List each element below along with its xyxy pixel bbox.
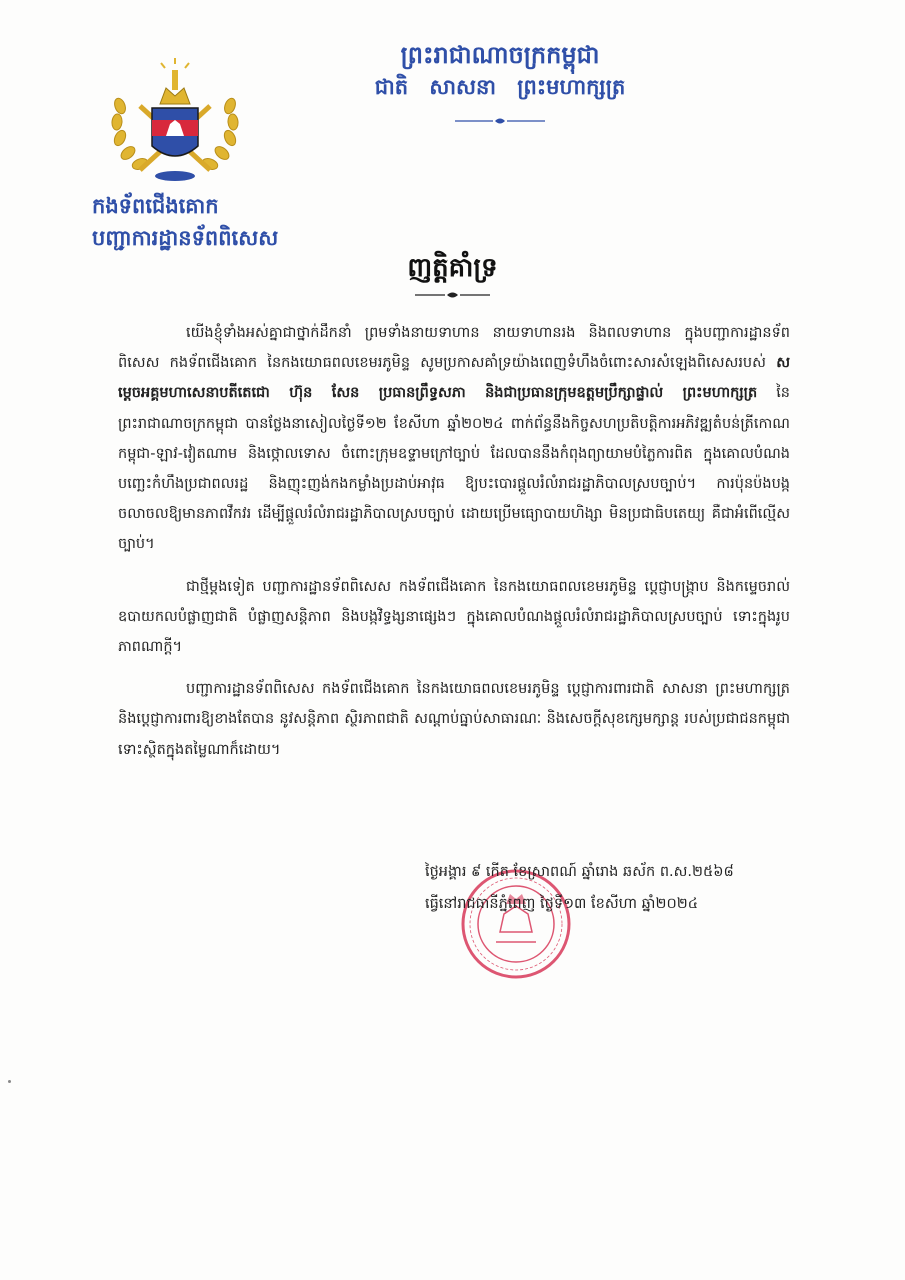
org-line-1: កងទ័ពជើងគោក — [92, 194, 219, 218]
paragraph-3: បញ្ជាការដ្ឋានទ័ពពិសេស កងទ័ពជើងគោក នៃកងយោធពលខេមរភូមិន្ទ ប្តេជ្ញាការពារជាតិ សាសនា ព្រះមហាក្សត្រ និងប្តេជ្ញាការពារឱ្យខាងតែបាន នូវសន្តិភាព ស្ថិរភាពជាតិ សណ្តាប់ធ្នាប់សាធារណៈ និងសេចក្តីសុខក្សេមក្សាន្ត របស់ប្រជាជនកម្ពុជា ទោះស្ថិតក្នុងតម្លៃណាក៏ដោយ។ — [118, 681, 790, 758]
kingdom-heading — [300, 38, 700, 130]
kingdom-name: ព្រះរាជាណាចក្រកម្ពុជា — [400, 41, 600, 69]
national-motto: ជាតិ សាសនា ព្រះមហាក្សត្រ — [374, 75, 626, 99]
scan-speck — [8, 1080, 11, 1083]
document-body — [118, 318, 790, 777]
signature-dates — [425, 856, 785, 920]
paragraph-1-text-a: យើងខ្ញុំទាំងអស់គ្នាជាថ្នាក់ដឹកនាំ ព្រមទាំងនាយទាហាន នាយទាហានរង និងពលទាហាន ក្នុងបញ្ជាការដ្ឋានទ័ពពិសេស កងទ័ពជើងគោក នៃកងយោធពលខេមរភូមិន្ទ សូមប្រកាសគាំទ្រយ៉ាងពេញទំហឹងចំពោះសារសំឡេងពិសេសរបស់ — [118, 325, 790, 372]
org-line-2: បញ្ជាការដ្ឋានទ័ពពិសេស — [92, 226, 279, 250]
title-ornament-icon — [415, 290, 490, 300]
paragraph-1-text-b: នៃព្រះរាជាណាចក្រកម្ពុជា បានថ្លែងនាសៀលថ្ងៃទី១២ ខែសីហា ឆ្នាំ២០២៤ ពាក់ព័ន្ធនឹងកិច្ចសហប្រតិបត្តិការអភិវឌ្ឍតំបន់ត្រីកោណ កម្ពុជា-ឡាវ-វៀតណាម និងថ្កោលទោស ចំពោះក្រុមឧទ្ទាមក្រៅច្បាប់ ដែលបាននឹងកំពុងព្យាយាមបំភ្លៃការពិត ក្នុងគោលបំណងបញ្ឆេះកំហឹងប្រជាពលរដ្ឋ និងញុះញង់កងកម្លាំងប្រដាប់អាវុធ ឱ្យបះបោរផ្តួលរំលំរាជរដ្ឋាភិបាលស្របច្បាប់។ ការប៉ុនប៉ងបង្កចលាចលឱ្យមានភាពវឹកវរ ដើម្បីផ្តួលរំលំរាជរដ្ឋាភិបាលស្របច្បាប់ ដោយប្រើមធ្យោបាយហិង្សា មិនប្រជាធិបតេយ្យ គឺជាអំពើល្មើសច្បាប់។ — [118, 385, 790, 553]
solar-date: ធ្វើនៅរាជធានីភ្នំពេញ ថ្ងៃទី១៣ ខែសីហា ឆ្នាំ២០២៤ — [425, 896, 698, 912]
paragraph-2: ជាថ្មីម្តងទៀត បញ្ជាការដ្ឋានទ័ពពិសេស កងទ័ពជើងគោក នៃកងយោធពលខេមរភូមិន្ទ ប្តេជ្ញាបង្ក្រាប និងកម្ទេចរាល់ឧបាយកលបំផ្លាញជាតិ បំផ្លាញសន្តិភាព និងបង្កវិទ្ធង្សនាផ្សេងៗ ក្នុងគោលបំណងផ្តួលរំលំរាជរដ្ឋាភិបាលស្របច្បាប់ ទោះក្នុងរូបភាពណាក្តី។ — [118, 578, 790, 656]
issuing-organization — [92, 190, 332, 254]
paragraph-1 — [118, 318, 790, 560]
divider-ornament-icon — [455, 116, 545, 126]
army-emblem-icon — [100, 58, 250, 188]
document-title: ញត្តិគាំទ្រ — [407, 253, 498, 283]
paragraph-1-bold-name: សម្តេចអគ្គមហាសេនាបតីតេជោ ហ៊ុន សែន ប្រធានព្រឹទ្ធសភា និងជាប្រធានក្រុមឧត្តមប្រឹក្សាផ្ទាល់ ព្រះមហាក្សត្រ — [118, 355, 790, 402]
lunar-date: ថ្ងៃអង្គារ ៩ កើត ខែស្រាពណ៍ ឆ្នាំរោង ឆស័ក ព.ស.២៥៦៨ — [425, 864, 734, 880]
